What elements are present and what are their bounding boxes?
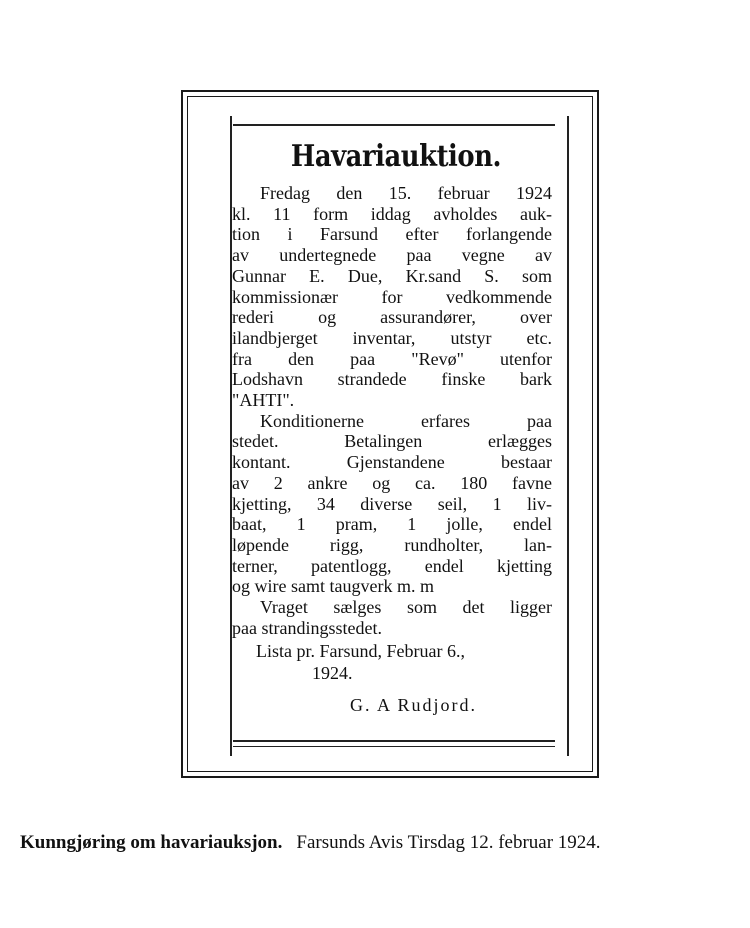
notice-paragraph-3 [230, 597, 552, 638]
notice-line: Fredag den 15. februar 1924 [260, 183, 552, 203]
notice-line: fra den paa "Revø" utenfor [232, 348, 552, 369]
bottom-rule-thin [233, 746, 555, 747]
notice-line: kjetting, 34 diverse seil, 1 liv- [232, 493, 552, 514]
notice-line: Konditionerne erfares paa [260, 410, 552, 431]
notice-line: Lodshavn strandede finske bark [232, 369, 552, 390]
notice-line: løpende rigg, rundholter, lan- [232, 534, 552, 555]
figure-caption [20, 832, 730, 854]
notice-line: kontant. Gjenstandene bestaar [232, 452, 552, 473]
caption-title: Kunngjøring om havariauksjon. [20, 832, 283, 853]
notice-line: baat, 1 pram, 1 jolle, endel [232, 514, 552, 535]
notice-line: av undertegnede paa vegne av [232, 245, 552, 266]
signature: G. A Rudjord. [350, 695, 478, 716]
notice-line: "AHTI". [232, 390, 295, 411]
notice-line: Vraget sælges som det ligger [260, 597, 552, 618]
notice-line: og wire samt taugverk m. m [232, 576, 434, 597]
year: 1924. [312, 663, 353, 684]
notice-line: Gunnar E. Due, Kr.sand S. som [232, 265, 552, 286]
auction-notice [230, 135, 552, 716]
bottom-rule [233, 740, 555, 742]
notice-line: terner, patentlogg, endel kjetting [232, 555, 552, 576]
notice-line: tion i Farsund efter forlangende [232, 224, 552, 245]
caption-source: Farsunds Avis Tirsdag 12. februar 1924. [296, 832, 601, 853]
top-rule [233, 124, 555, 126]
notice-paragraph-1 [230, 183, 552, 411]
notice-line: rederi og assurandører, over [232, 307, 552, 328]
place-date: Lista pr. Farsund, Februar 6., [256, 641, 465, 662]
column-rule-right [567, 116, 569, 756]
notice-line: av 2 ankre og ca. 180 favne [232, 472, 552, 493]
notice-paragraph-2 [230, 411, 552, 597]
notice-line: stedet. Betalingen erlægges [232, 431, 552, 452]
notice-line: ilandbjerget inventar, utstyr etc. [232, 327, 552, 348]
notice-title: Havariauktion. [290, 139, 502, 174]
notice-line: kl. 11 form iddag avholdes auk- [232, 203, 552, 224]
notice-line: kommissionær for vedkommende [232, 286, 552, 307]
notice-line: paa strandingsstedet. [232, 617, 382, 638]
